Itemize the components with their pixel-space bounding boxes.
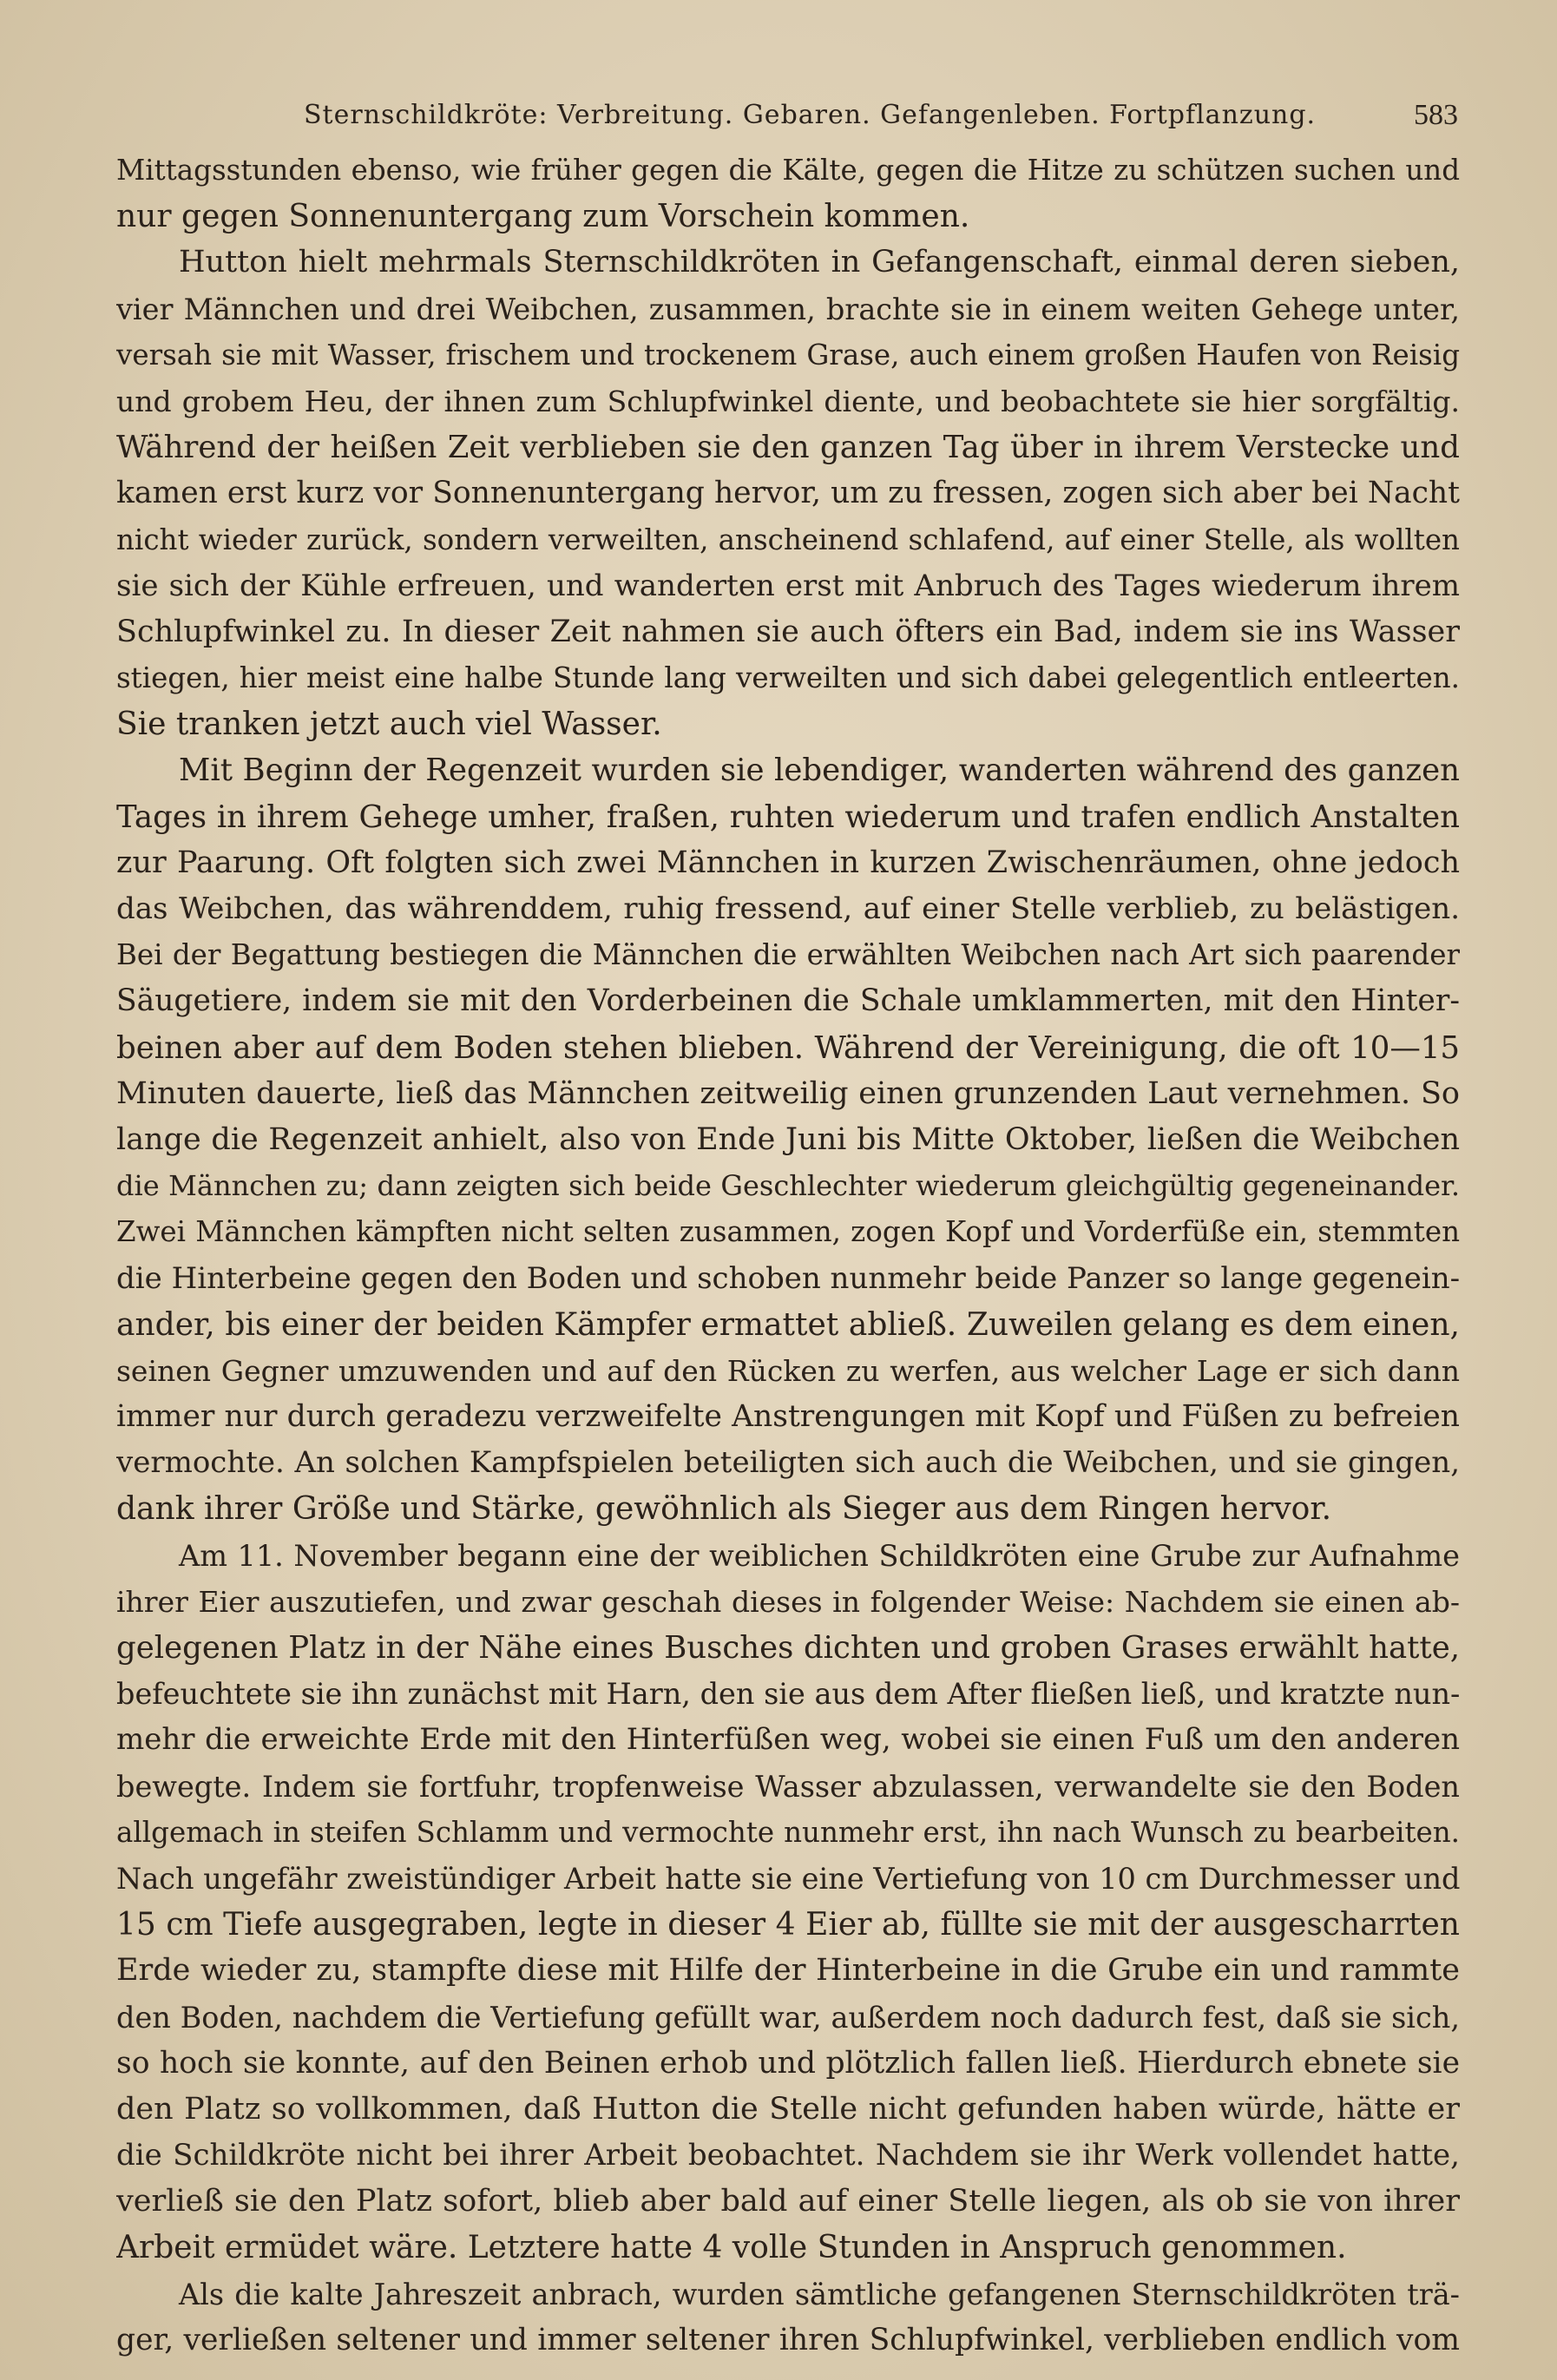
text-line: dank ihrer Größe und Stärke, gewöhnlich als Sieger aus dem Ringen hervor. xyxy=(116,1491,1332,1528)
paragraph xyxy=(116,2272,1460,2364)
text-line: nur gegen Sonnenuntergang zum Vorschein kommen. xyxy=(116,199,970,235)
text-line: kamen erst kurz vor Sonnenuntergang hervor, um zu fressen, zogen sich aber bei Nacht xyxy=(116,476,1460,511)
text-line: Erde wieder zu, stampfte diese mit Hilfe der Hinterbeine in die Grube ein und rammte xyxy=(116,1953,1460,1989)
text-line: ihrer Eier auszutiefen, und zwar geschah dieses in folgender Weise: Nachdem sie einen ab- xyxy=(116,1584,1460,1619)
text-line: seinen Gegner umzuwenden und auf den Rücken zu werfen, aus welcher Lage er sich dann xyxy=(116,1353,1460,1388)
text-line: so hoch sie konnte, auf den Beinen erhob und plötzlich fallen ließ. Hierdurch ebnete sie xyxy=(116,2045,1460,2081)
text-line: zur Paarung. Oft folgten sich zwei Männchen in kurzen Zwischenräumen, ohne jedoch xyxy=(116,845,1460,880)
text-line: Bei der Begattung bestiegen die Männchen die erwählten Weibchen nach Art sich paarender xyxy=(116,938,1460,972)
paragraph xyxy=(116,148,1460,240)
text-line: 15 cm Tiefe ausgegraben, legte in dieser 4 Eier ab, füllte sie mit der ausgescharrten xyxy=(116,1907,1460,1943)
text-line: allgemach in steifen Schlamm und vermochte nunmehr erst, ihn nach Wunsch zu bearbeiten. xyxy=(116,1815,1460,1849)
text-line: Minuten dauerte, ließ das Männchen zeitweilig einen grunzenden Laut vernehmen. So xyxy=(116,1075,1460,1111)
text-line: den Boden, nachdem die Vertiefung gefüllt war, außerdem noch dadurch fest, daß sie sich, xyxy=(116,2000,1460,2035)
running-head xyxy=(174,94,1458,137)
page-number: 583 xyxy=(1414,99,1458,131)
text-line: beinen aber auf dem Boden stehen blieben. Während der Vereinigung, die oft 10—15 xyxy=(116,1029,1460,1066)
text-line: immer nur durch geradezu verzweifelte Anstrengungen mit Kopf und Füßen zu befreien xyxy=(116,1399,1460,1435)
text-line: nicht wieder zurück, sondern verweilten, anscheinend schlafend, auf einer Stelle, als wollten xyxy=(116,523,1460,556)
text-line: Säugetiere, indem sie mit den Vorderbeinen die Schale umklammerten, mit den Hinter- xyxy=(116,983,1460,1019)
text-line: Nach ungefähr zweistündiger Arbeit hatte sie eine Vertiefung von 10 cm Durchmesser und xyxy=(116,1861,1460,1896)
paragraph xyxy=(116,1533,1460,2272)
running-head-title: Sternschildkröte: Verbreitung. Gebaren. Gefangenleben. Fortpflanzung. xyxy=(304,100,1317,130)
text-line: die Männchen zu; dann zeigten sich beide Geschlechter wiederum gleichgültig gegeneinander. xyxy=(116,1169,1460,1203)
text-line: Schlupfwinkel zu. In dieser Zeit nahmen sie auch öfters ein Bad, indem sie ins Wasser xyxy=(116,614,1460,649)
text-line: ger, verließen seltener und immer seltener ihren Schlupfwinkel, verblieben endlich vom xyxy=(116,2322,1460,2357)
text-line: das Weibchen, das währenddem, ruhig fressend, auf einer Stelle verblieb, zu belästigen. xyxy=(116,891,1460,926)
text-line: die Schildkröte nicht bei ihrer Arbeit beobachtet. Nachdem sie ihr Werk vollendet hatte, xyxy=(116,2138,1460,2173)
text-line: Während der heißen Zeit verblieben sie den ganzen Tag über in ihrem Verstecke und xyxy=(116,430,1460,466)
text-line: lange die Regenzeit anhielt, also von Ende Juni bis Mitte Oktober, ließen die Weibchen xyxy=(116,1121,1460,1157)
text-line: Am 11. November begann eine der weiblichen Schildkröten eine Grube zur Aufnahme xyxy=(179,1538,1460,1573)
text-line: befeuchtete sie ihn zunächst mit Harn, den sie aus dem After fließen ließ, und kratzte nun- xyxy=(116,1677,1460,1712)
text-line: gelegenen Platz in der Nähe eines Busches dichten und groben Grases erwählt hatte, xyxy=(116,1630,1460,1666)
text-line: Als die kalte Jahreszeit anbrach, wurden sämtliche gefangenen Sternschildkröten trä- xyxy=(179,2277,1460,2311)
text-line: bewegte. Indem sie fortfuhr, tropfenweise Wasser abzulassen, verwandelte sie den Boden xyxy=(116,1769,1460,1804)
text-line: vier Männchen und drei Weibchen, zusammen, brachte sie in einem weiten Gehege unter, xyxy=(116,292,1460,326)
body-text xyxy=(116,148,1460,2357)
text-line: verließ sie den Platz sofort, blieb aber bald auf einer Stelle liegen, als ob sie von ihrer xyxy=(116,2184,1460,2219)
text-line: mehr die erweichte Erde mit den Hinterfüßen weg, wobei sie einen Fuß um den anderen xyxy=(116,1722,1460,1758)
paragraph xyxy=(116,240,1460,747)
text-line: Zwei Männchen kämpften nicht selten zusammen, zogen Kopf und Vorderfüße ein, stemmten xyxy=(116,1215,1460,1249)
text-line: ander, bis einer der beiden Kämpfer ermattet abließ. Zuweilen gelang es dem einen, xyxy=(116,1306,1460,1343)
text-line: die Hinterbeine gegen den Boden und schoben nunmehr beide Panzer so lange gegenein- xyxy=(116,1260,1460,1296)
text-line: vermochte. An solchen Kampfspielen beteiligten sich auch die Weibchen, und sie gingen, xyxy=(116,1445,1460,1481)
paragraph xyxy=(116,747,1460,1532)
text-line: Mittagsstunden ebenso, wie früher gegen die Kälte, gegen die Hitze zu schützen suchen und xyxy=(116,154,1460,187)
text-line: Sie tranken jetzt auch viel Wasser. xyxy=(116,707,662,743)
text-line: und grobem Heu, der ihnen zum Schlupfwinkel diente, und beobachtete sie hier sorgfältig. xyxy=(116,384,1460,418)
text-line: Mit Beginn der Regenzeit wurden sie lebendiger, wanderten während des ganzen xyxy=(179,753,1460,789)
text-line: stiegen, hier meist eine halbe Stunde lang verweilten und sich dabei gelegentlich entleerten. xyxy=(116,661,1460,695)
text-line: versah sie mit Wasser, frischem und trockenem Grase, auch einem großen Haufen von Reisig xyxy=(116,338,1460,371)
text-line: sie sich der Kühle erfreuen, und wanderten erst mit Anbruch des Tages wiederum ihrem xyxy=(116,568,1460,603)
text-line: den Platz so vollkommen, daß Hutton die Stelle nicht gefunden haben würde, hätte er xyxy=(116,2091,1460,2127)
text-line: Arbeit ermüdet wäre. Letztere hatte 4 volle Stunden in Anspruch genommen. xyxy=(116,2230,1347,2266)
text-line: Tages in ihrem Gehege umher, fraßen, ruhten wiederum und trafen endlich Anstalten xyxy=(116,799,1460,835)
text-line: Hutton hielt mehrmals Sternschildkröten in Gefangenschaft, einmal deren sieben, xyxy=(179,245,1460,280)
